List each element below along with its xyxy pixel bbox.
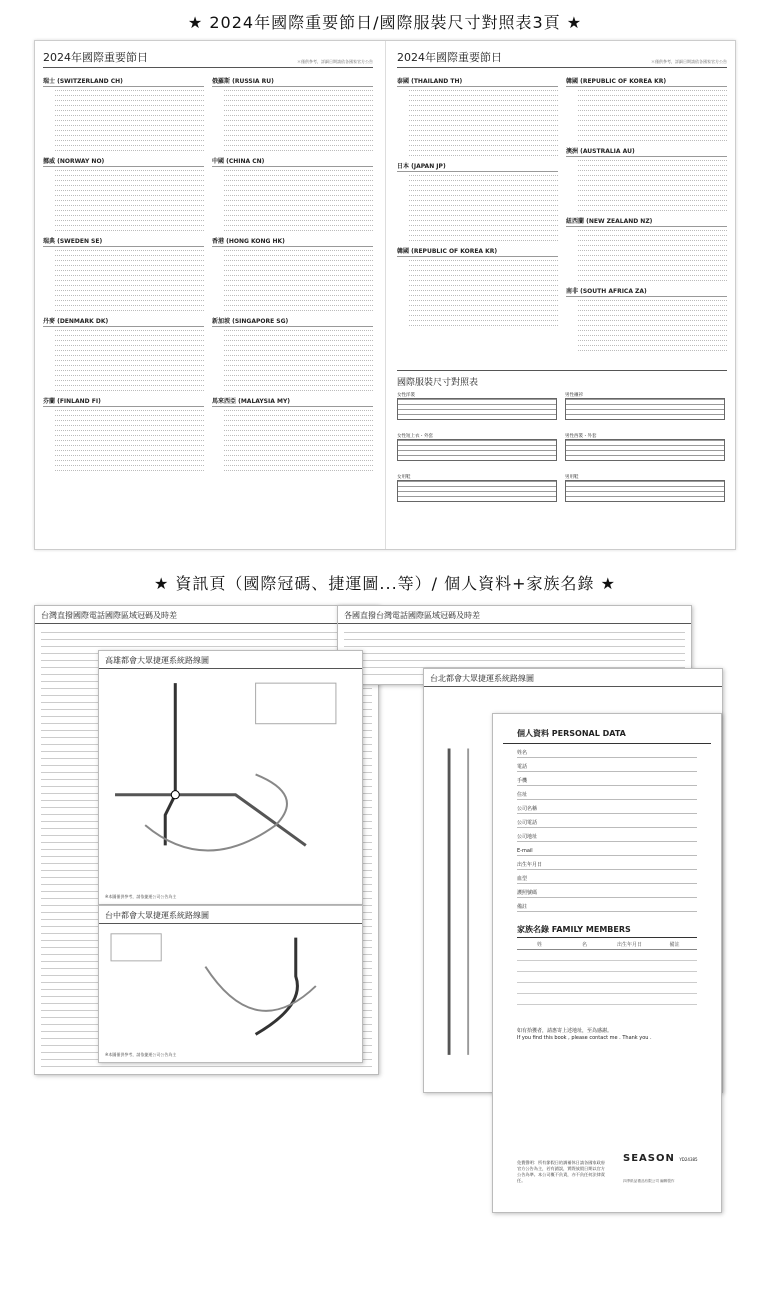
size-table-caption: 女性短上衣・外套: [397, 434, 433, 439]
kaohsiung-metro-title: 高雄都會大眾捷運系統路線圖: [99, 651, 362, 669]
brand-logo: SEASON YD24385: [623, 1153, 698, 1164]
holiday-row: [397, 322, 558, 327]
size-table-caption: 男用鞋: [565, 475, 579, 480]
taichung-metro-map: [105, 928, 356, 1044]
family-members-section: [517, 924, 697, 1014]
disclaimer: 免費聲明：所有節假日的調補休日請各國家政府官方公告為主，若有錯誤，實際放假日期以官方公告為準。本公司概不負責，亦不負任何法律責任。: [517, 1160, 605, 1183]
country-heading: 丹麥 (DENMARK DK): [43, 316, 204, 327]
country-heading: 日本 (JAPAN JP): [397, 161, 558, 172]
holiday-row: [566, 207, 727, 212]
family-heading: 家族名錄 FAMILY MEMBERS: [517, 924, 697, 938]
lost-found-note: 如有拾獲者，請惠寄上述地址，至為感謝。 If you find this book , please contact me . Thank you .: [517, 1028, 652, 1041]
holiday-column: [397, 72, 558, 362]
personal-field: 護照號碼: [517, 884, 697, 898]
family-column-header: 名: [581, 942, 587, 948]
holiday-row: [212, 307, 373, 312]
country-heading: 挪威 (NORWAY NO): [43, 156, 204, 167]
family-rows: [517, 950, 697, 1014]
country-heading: 瑞士 (SWITZERLAND CH): [43, 76, 204, 87]
personal-field: 備註: [517, 898, 697, 912]
country-heading: 中國 (CHINA CN): [212, 156, 373, 167]
size-table: [565, 433, 725, 461]
personal-field: 公司電話: [517, 814, 697, 828]
holiday-row: [43, 387, 204, 392]
country-heading: 泰國 (THAILAND TH): [397, 76, 558, 87]
holiday-column: [566, 72, 727, 362]
page-title: 2024年國際重要節日 ＊僅供參考，詳細日期請依各國家官方公告: [43, 49, 373, 68]
holiday-row: [212, 467, 373, 472]
personal-field: 出生年月日: [517, 856, 697, 870]
country-heading: 韓國 (REPUBLIC OF KOREA KR): [566, 76, 727, 87]
holiday-row: [397, 237, 558, 242]
personal-field: 公司地址: [517, 828, 697, 842]
personal-field: 血型: [517, 870, 697, 884]
holiday-page-right: [397, 49, 727, 544]
holiday-row: [212, 227, 373, 232]
size-table: [565, 392, 725, 420]
taichung-metro-page: [98, 905, 363, 1063]
personal-field: 電話: [517, 758, 697, 772]
family-column-header: 備註: [669, 942, 680, 948]
country-heading: 紐西蘭 (NEW ZEALAND NZ): [566, 216, 727, 227]
family-column-header: 姓: [536, 942, 542, 948]
metro-note: ※本圖僅供參考，請依捷運公司公告為主: [105, 894, 177, 899]
country-heading: 馬來西亞 (MALAYSIA MY): [212, 396, 373, 407]
country-heading: 澳洲 (AUSTRALIA AU): [566, 146, 727, 157]
size-table-caption: 女用鞋: [397, 475, 411, 480]
taipei-metro-title: 台北都會大眾捷運系統路線圖: [424, 669, 722, 687]
metro-note: ※本圖僅供參考，請依捷運公司公告為主: [105, 1052, 177, 1057]
holiday-row: [43, 147, 204, 152]
top-banner: ★ 2024年國際重要節日/國際服裝尺寸對照表3頁 ★: [187, 13, 583, 32]
personal-field: E-mail: [517, 842, 697, 856]
size-table: [397, 474, 557, 502]
intl-codes-title-2: 各國直撥台灣電話國際區域冠碼及時差: [338, 606, 691, 624]
country-heading: 芬蘭 (FINLAND FI): [43, 396, 204, 407]
taichung-metro-title: 台中都會大眾捷運系統路線圖: [99, 906, 362, 924]
personal-field: 住址: [517, 786, 697, 800]
personal-data-heading: 個人資料 PERSONAL DATA: [503, 714, 711, 744]
holiday-page-left: [43, 49, 373, 544]
spread-fold: [385, 41, 386, 549]
size-table: [397, 433, 557, 461]
page-title: 2024年國際重要節日 ＊僅供參考，詳細日期請依各國家官方公告: [397, 49, 727, 68]
size-table-caption: 女性洋裝: [397, 393, 415, 398]
company-name: 四季紙品禮品有限公司 編輯製作: [623, 1179, 675, 1183]
country-heading: 南非 (SOUTH AFRICA ZA): [566, 286, 727, 297]
country-heading: 瑞典 (SWEDEN SE): [43, 236, 204, 247]
holiday-column: [212, 72, 373, 472]
intl-codes-title: 台灣直撥國際電話國際區域冠碼及時差: [35, 606, 378, 624]
holiday-row: [212, 147, 373, 152]
holiday-row: [397, 152, 558, 157]
country-heading: 香港 (HONG KONG HK): [212, 236, 373, 247]
kaohsiung-metro-map: [105, 673, 356, 886]
holiday-row: [212, 387, 373, 392]
size-chart-section: [397, 370, 727, 507]
holiday-row: [566, 347, 727, 352]
size-chart-title: 國際服裝尺寸對照表: [397, 378, 479, 388]
size-table-caption: 男性襯衫: [565, 393, 583, 398]
personal-field: 公司名稱: [517, 800, 697, 814]
family-column-header: 出生年月日: [616, 942, 642, 948]
personal-field: 手機: [517, 772, 697, 786]
country-heading: 新加坡 (SINGAPORE SG): [212, 316, 373, 327]
country-heading: 韓國 (REPUBLIC OF KOREA KR): [397, 246, 558, 257]
kaohsiung-metro-page: [98, 650, 363, 905]
personal-data-page: [492, 713, 722, 1213]
country-heading: 俄羅斯 (RUSSIA RU): [212, 76, 373, 87]
holiday-row: [566, 137, 727, 142]
size-table: [397, 392, 557, 420]
holiday-row: [43, 467, 204, 472]
middle-banner: ★ 資訊頁（國際冠碼、捷運圖...等）/ 個人資料+家族名錄 ★: [153, 574, 616, 593]
size-table: [565, 474, 725, 502]
size-table-caption: 男性西裝・外套: [565, 434, 597, 439]
holiday-column: [43, 72, 204, 472]
holiday-row: [43, 307, 204, 312]
personal-field: 姓名: [517, 744, 697, 758]
holiday-spread: [34, 40, 736, 550]
holiday-row: [43, 227, 204, 232]
holiday-row: [566, 277, 727, 282]
